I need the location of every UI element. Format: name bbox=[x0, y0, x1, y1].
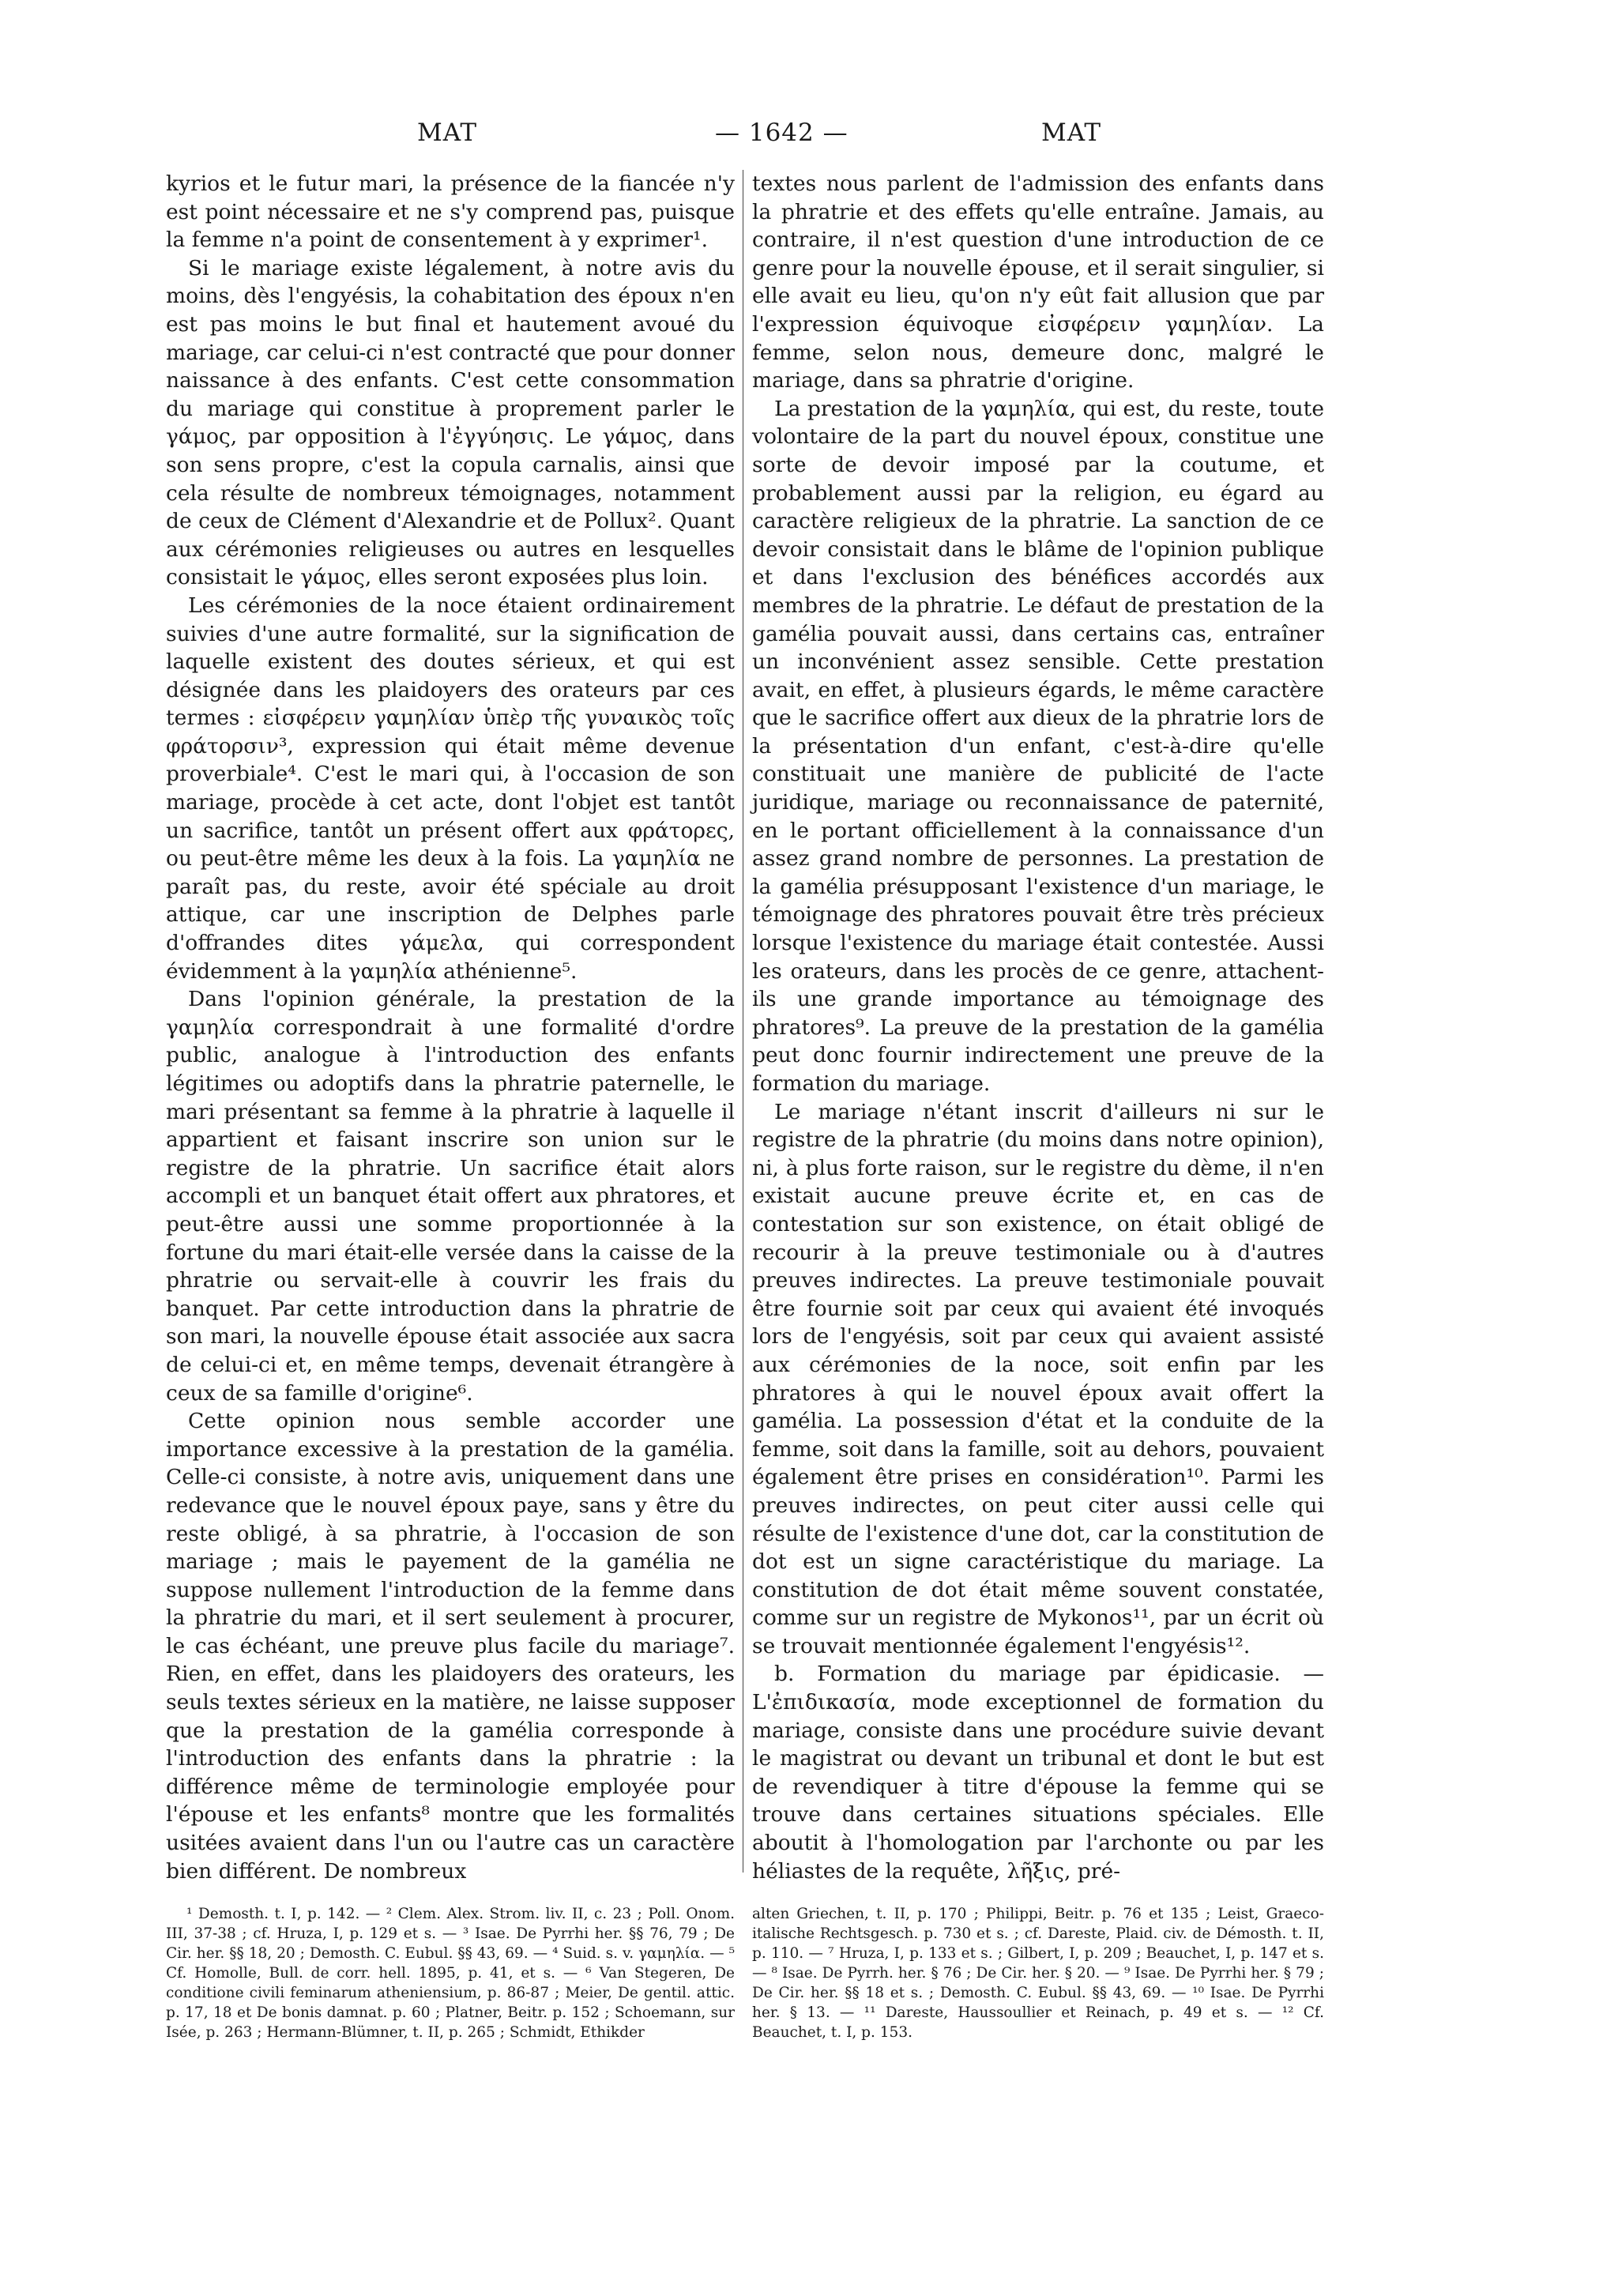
paragraph: Le mariage n'étant inscrit d'ailleurs ni sur le registre de la phratrie (du moins dans notre opinion), ni, à plus forte raison, sur le registre du dème, il n'en existait aucune preuve écrite et, en cas de contestation sur son existence, on était obligé de recourir à la preuve testimoniale ou à d'autres preuves indirectes. La preuve testimoniale pouvait être fournie soit par ceux qui avaient été invoqués lors de l'engyésis, soit par ceux qui avaient assisté aux cérémonies de la noce, soit enfin par les phratores à qui le nouvel époux avait offert la gamélia. La possession d'état et la conduite de la femme, soit dans la famille, soit au dehors, pouvaient également être prises en considération¹⁰. Parmi les preuves indirectes, on peut citer aussi celle qui résulte de l'existence d'une dot, car la constitution de dot est un signe caractéristique du mariage. La constitution de dot était même souvent constatée, comme sur un registre de Mykonos¹¹, par un écrit où se trouvait mentionnée également l'engyésis¹². bbox=[752, 1099, 1324, 1658]
paragraph: kyrios et le futur mari, la présence de la fiancée n'y est point nécessaire et ne s'y comprend pas, puisque la femme n'a point de consentement à y exprimer¹. bbox=[166, 171, 735, 253]
header-right-keyword: MAT bbox=[1041, 119, 1102, 147]
page-header bbox=[0, 119, 1618, 158]
header-left-keyword: MAT bbox=[417, 119, 478, 147]
footnotes-right bbox=[752, 1904, 1324, 2042]
right-column bbox=[752, 170, 1324, 1885]
paragraph: Dans l'opinion générale, la prestation de la γαμηλία correspondrait à une formalité d'ordre public, analogue à l'introduction des enfants légitimes ou adoptifs dans la phratrie paternelle, le mari présentant sa femme à la phratrie à laquelle il appartient et faisant inscrire son union sur le registre de la phratrie. Un sacrifice était alors accompli et un banquet était offert aux phratores, et peut-être aussi une somme proportionnée à la fortune du mari était-elle versée dans la caisse de la phratrie ou servait-elle à couvrir les frais du banquet. Par cette introduction dans la phratrie de son mari, la nouvelle épouse était associée aux sacra de celui-ci et, en même temps, devenait étrangère à ceux de sa famille d'origine⁶. bbox=[166, 987, 735, 1406]
paragraph: Si le mariage existe légalement, à notre avis du moins, dès l'engyésis, la cohabitation des époux n'en est pas moins le but final et hautement avoué du mariage, car celui-ci n'est contracté que pour donner naissance à des enfants. C'est cette consommation du mariage qui constitue à proprement parler le γάμος, par opposition à l'ἐγγύησις. Le γάμος, dans son sens propre, c'est la copula carnalis, ainsi que cela résulte de nombreux témoignages, notamment de ceux de Clément d'Alexandrie et de Pollux². Quant aux cérémonies religieuses ou autres en lesquelles consistait le γάμος, elles seront exposées plus loin. bbox=[166, 255, 735, 590]
page-number: — 1642 — bbox=[715, 119, 849, 147]
paragraph: Les cérémonies de la noce étaient ordinairement suivies d'une autre formalité, sur la signification de laquelle existent des doutes sérieux, et qui est désignée dans les plaidoyers des orateurs par ces termes : εἰσφέρειν γαμηλίαν ὑπὲρ τῆς γυναικὸς τοῖς φράτορσιν³, expression qui était même devenue proverbiale⁴. C'est le mari qui, à l'occasion de son mariage, procède à cet acte, dont l'objet est tantôt un sacrifice, tantôt un présent offert aux φράτορες, ou peut-être même les deux à la fois. La γαμηλία ne paraît pas, du reste, avoir été spéciale au droit attique, car une inscription de Delphes parle d'offrandes dites γάμελα, qui correspondent évidemment à la γαμηλία athénienne⁵. bbox=[166, 593, 735, 984]
footnote-text: ¹ Demosth. t. I, p. 142. — ² Clem. Alex. Strom. liv. II, c. 23 ; Poll. Onom. III, 37-38 ; cf. Hruza, I, p. 129 et s. — ³ Isae. De Pyrrhi her. §§ 76, 79 ; De Cir. her. §§ 18, 20 ; Demosth. C. Eubul. §§ 43, 69. — ⁴ Suid. s. v. γαμηλία. — ⁵ Cf. Homolle, Bull. de corr. hell. 1895, p. 41, et s. — ⁶ Van Stegeren, De conditione civili feminarum atheniensium, p. 86-87 ; Meier, De gentil. attic. p. 17, 18 et De bonis damnat. p. 60 ; Platner, Beitr. p. 152 ; Schoemann, sur Isée, p. 263 ; Hermann-Blümner, t. II, p. 265 ; Schmidt, Ethikder bbox=[166, 1906, 735, 2041]
footnote-text: alten Griechen, t. II, p. 170 ; Philippi, Beitr. p. 76 et 135 ; Leist, Graeco-italische Rechtsgesch. p. 730 et s. ; cf. Dareste, Plaid. civ. de Démosth. t. II, p. 110. — ⁷ Hruza, I, p. 133 et s. ; Gilbert, I, p. 209 ; Beauchet, I, p. 147 et s. — ⁸ Isae. De Pyrrh. her. § 76 ; De Cir. her. § 20. — ⁹ Isae. De Pyrrhi her. § 79 ; De Cir. her. §§ 18 et s. ; Demosth. C. Eubul. §§ 43, 69. — ¹⁰ Isae. De Pyrrhi her. § 13. — ¹¹ Dareste, Haussoullier et Reinach, p. 49 et s. — ¹² Cf. Beauchet, t. I, p. 153. bbox=[752, 1906, 1324, 2041]
paragraph: Cette opinion nous semble accorder une importance excessive à la prestation de la gamélia. Celle-ci consiste, à notre avis, uniquement dans une redevance que le nouvel époux paye, sans y être du reste obligé, à sa phratrie, à l'occasion de son mariage ; mais le payement de la gamélia ne suppose nullement l'introduction de la femme dans la phratrie du mari, et il sert seulement à procurer, le cas échéant, une preuve plus facile du mariage⁷. Rien, en effet, dans les plaidoyers des orateurs, les seuls textes sérieux en la matière, ne laisse supposer que la prestation de la gamélia corresponde à l'introduction des enfants dans la phratrie : la différence même de terminologie employée pour l'épouse et les enfants⁸ montre que les formalités usitées avaient dans l'un ou l'autre cas un caractère bien différent. De nombreux bbox=[166, 1409, 735, 1884]
paragraph: textes nous parlent de l'admission des enfants dans la phratrie et des effets qu'elle entraîne. Jamais, au contraire, il n'est question d'une introduction de ce genre pour la nouvelle épouse, et il serait singulier, si elle avait eu lieu, qu'on n'y eût fait allusion que par l'expression équivoque εἰσφέρειν γαμηλίαν. La femme, selon nous, demeure donc, malgré le mariage, dans sa phratrie d'origine. bbox=[752, 171, 1324, 393]
left-column bbox=[166, 170, 735, 1885]
paragraph: b. Formation du mariage par épidicasie. — L'ἐπιδικασία, mode exceptionnel de formation du mariage, consiste dans une procédure suivie devant le magistrat ou devant un tribunal et dont le but est de revendiquer à titre d'épouse la femme qui se trouve dans certaines situations spéciales. Elle aboutit à l'homologation par l'archonte ou par les héliastes de la requête, λῆξις, pré- bbox=[752, 1662, 1324, 1884]
footnotes-left bbox=[166, 1904, 735, 2042]
paragraph: La prestation de la γαμηλία, qui est, du reste, toute volontaire de la part du nouvel époux, constitue une sorte de devoir imposé par la coutume, et probablement aussi par la religion, eu égard au caractère religieux de la phratrie. La sanction de ce devoir consistait dans le blâme de l'opinion publique et dans l'exclusion des bénéfices accordés aux membres de la phratrie. Le défaut de prestation de la gamélia pouvait aussi, dans certains cas, entraîner un inconvénient assez sensible. Cette prestation avait, en effet, à plusieurs égards, le même caractère que le sacrifice offert aux dieux de la phratrie lors de la présentation d'un enfant, c'est-à-dire qu'elle constituait une manière de publicité de l'acte juridique, mariage ou reconnaissance de paternité, en le portant officiellement à la connaissance d'un assez grand nombre de personnes. La prestation de la gamélia présupposant l'existence d'un mariage, le témoignage des phratores pouvait être très précieux lorsque l'existence du mariage était contestée. Aussi les orateurs, dans les procès de ce genre, attachent-ils une grande importance au témoignage des phratores⁹. La preuve de la prestation de la gamélia peut donc fournir indirectement une preuve de la formation du mariage. bbox=[752, 396, 1324, 1096]
